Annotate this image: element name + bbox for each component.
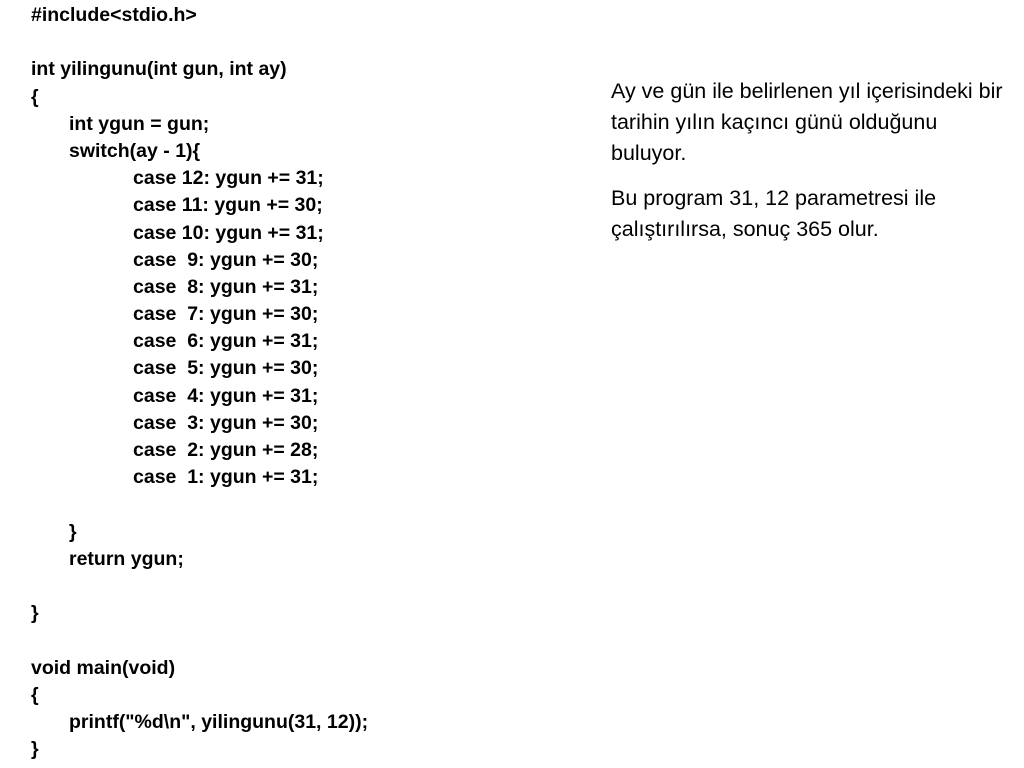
explanation-text [611,76,1011,259]
code-case: case 12: ygun += 31; [133,167,324,190]
code-open-brace: { [31,85,39,108]
explanation-paragraph-2: Bu program 31, 12 parametresi ile çalıştırılırsa, sonuç 365 olur. [611,186,937,241]
code-case: case 9: ygun += 30; [133,248,319,271]
code-return: return ygun; [69,547,184,570]
code-declaration: int ygun = gun; [69,112,210,135]
code-case: case 11: ygun += 30; [133,194,323,217]
code-case: case 3: ygun += 30; [133,411,319,434]
code-main-signature: void main(void) [31,656,176,679]
code-switch: switch(ay - 1){ [69,139,201,162]
code-switch-close: } [69,520,77,543]
code-case: case 2: ygun += 28; [133,439,319,461]
explanation-paragraph-1: Ay ve gün ile belirlenen yıl içerisindeki bir tarihin yılın kaçıncı günü olduğunu buluyor. [611,79,1003,165]
code-blank [31,29,591,56]
code-case: case 4: ygun += 31; [133,384,319,407]
code-case: case 10: ygun += 31; [133,221,324,244]
code-blank [31,491,591,518]
code-close-brace: } [31,602,39,625]
code-function-signature: int yilingunu(int gun, int ay) [31,58,287,81]
code-case: case 5: ygun += 30; [133,357,319,380]
code-blank [31,627,591,654]
code-case: case 7: ygun += 30; [133,303,319,326]
code-printf: printf("%d\n", yilingunu(31, 12)); [69,710,369,733]
code-blank [31,573,591,600]
code-case: case 1: ygun += 31; [133,466,319,489]
code-open-brace: { [31,683,39,706]
code-close-brace: } [31,738,39,761]
code-case: case 8: ygun += 31; [133,275,319,298]
code-listing [31,2,591,763]
code-include: #include<stdio.h> [31,4,197,26]
code-case: case 6: ygun += 31; [133,330,319,353]
